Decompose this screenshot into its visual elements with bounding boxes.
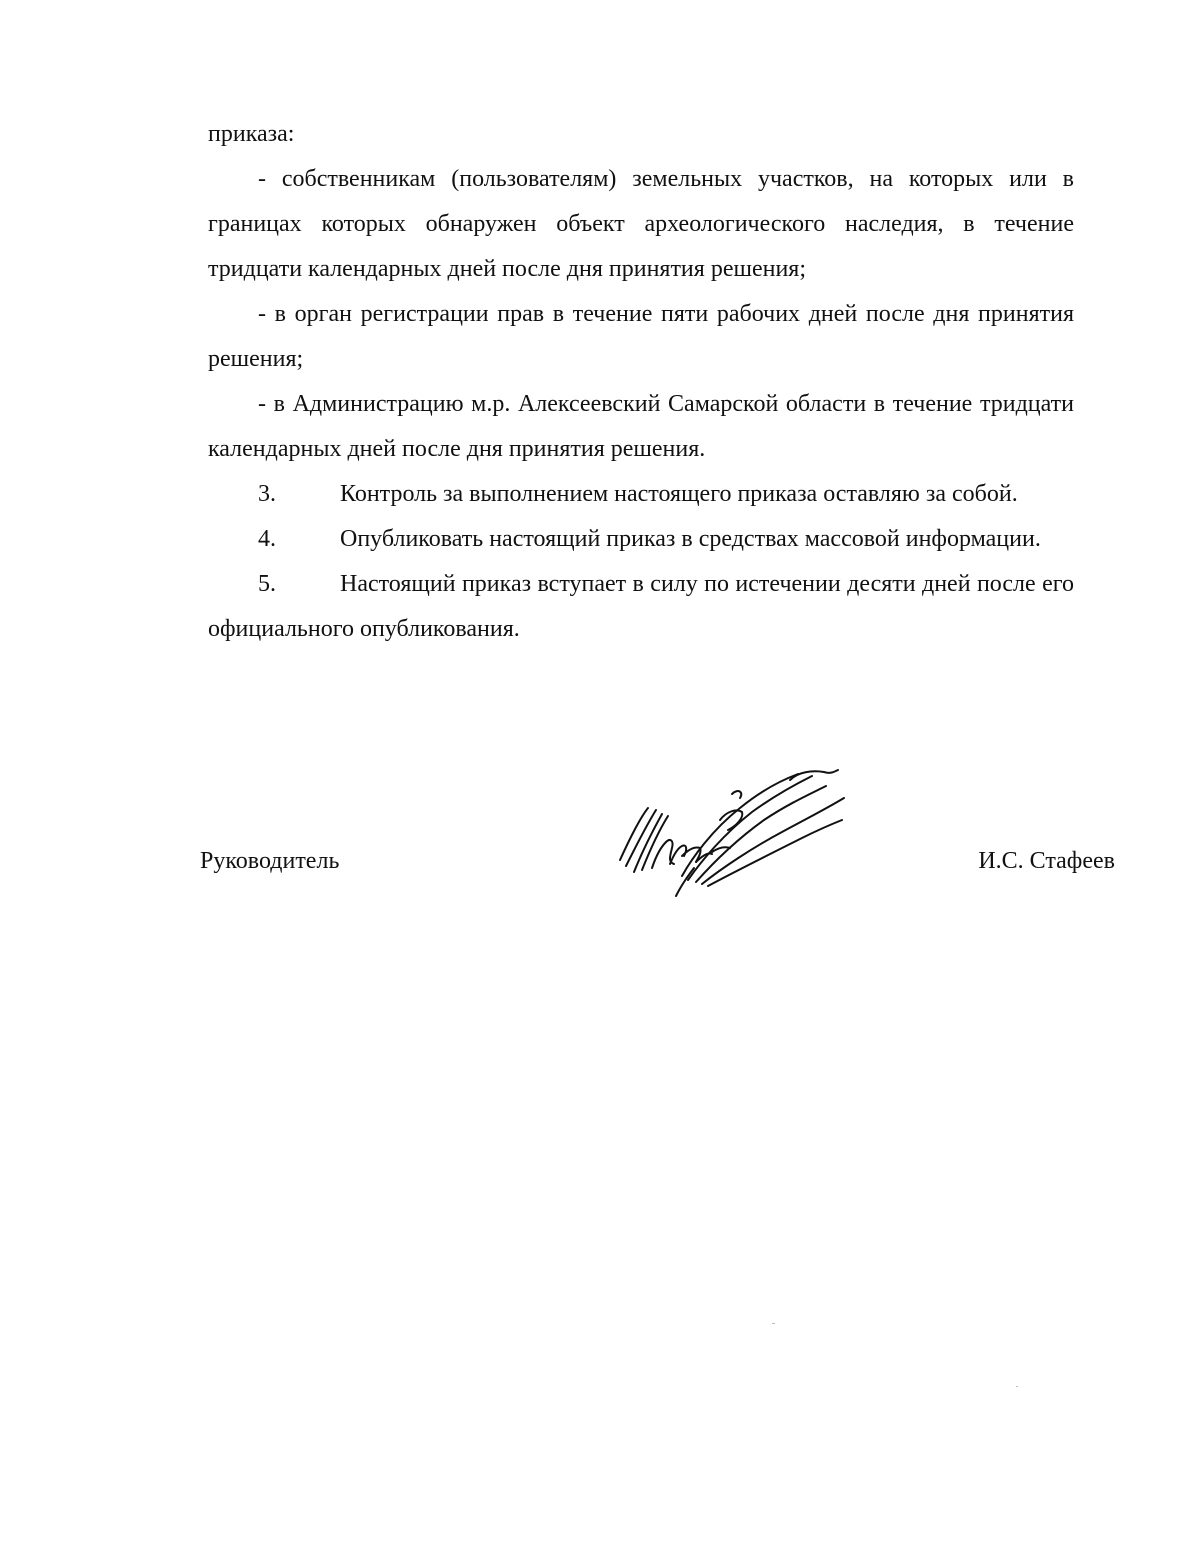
bullet-registration-authority: - в орган регистрации прав в течение пяти рабочих дней после дня принятия решения;	[208, 301, 1074, 372]
scan-speck	[1016, 1386, 1018, 1387]
scan-speck	[772, 1323, 775, 1324]
item-number: 3.	[258, 481, 276, 507]
list-item-5	[208, 562, 1074, 652]
item-text: Опубликовать настоящий приказ в средствах массовой информации.	[340, 526, 1041, 552]
position-title: Руководитель	[200, 848, 340, 874]
item-text: Настоящий приказ вступает в силу по истечении десяти дней после его официального опубликования.	[208, 571, 1074, 642]
item-number: 5.	[258, 571, 276, 597]
item-text: Контроль за выполнением настоящего приказа оставляю за собой.	[340, 481, 1018, 507]
handwritten-signature	[612, 768, 848, 898]
signatory-name: И.С. Стафеев	[978, 848, 1115, 874]
item-number: 4.	[258, 526, 276, 552]
list-item-3	[208, 472, 1074, 517]
bullet-owners: - собственникам (пользователям) земельных участков, на которых или в границах которых обнаружен объект археологического наследия, в течение тридцати календарных дней после дня принятия решения;	[208, 166, 1074, 282]
bullet-administration: - в Администрацию м.р. Алексеевский Самарской области в течение тридцати календарных дней после дня принятия решения.	[208, 391, 1074, 462]
list-item-4	[208, 517, 1074, 562]
document-body	[208, 112, 1074, 652]
intro-line: приказа:	[208, 121, 295, 147]
